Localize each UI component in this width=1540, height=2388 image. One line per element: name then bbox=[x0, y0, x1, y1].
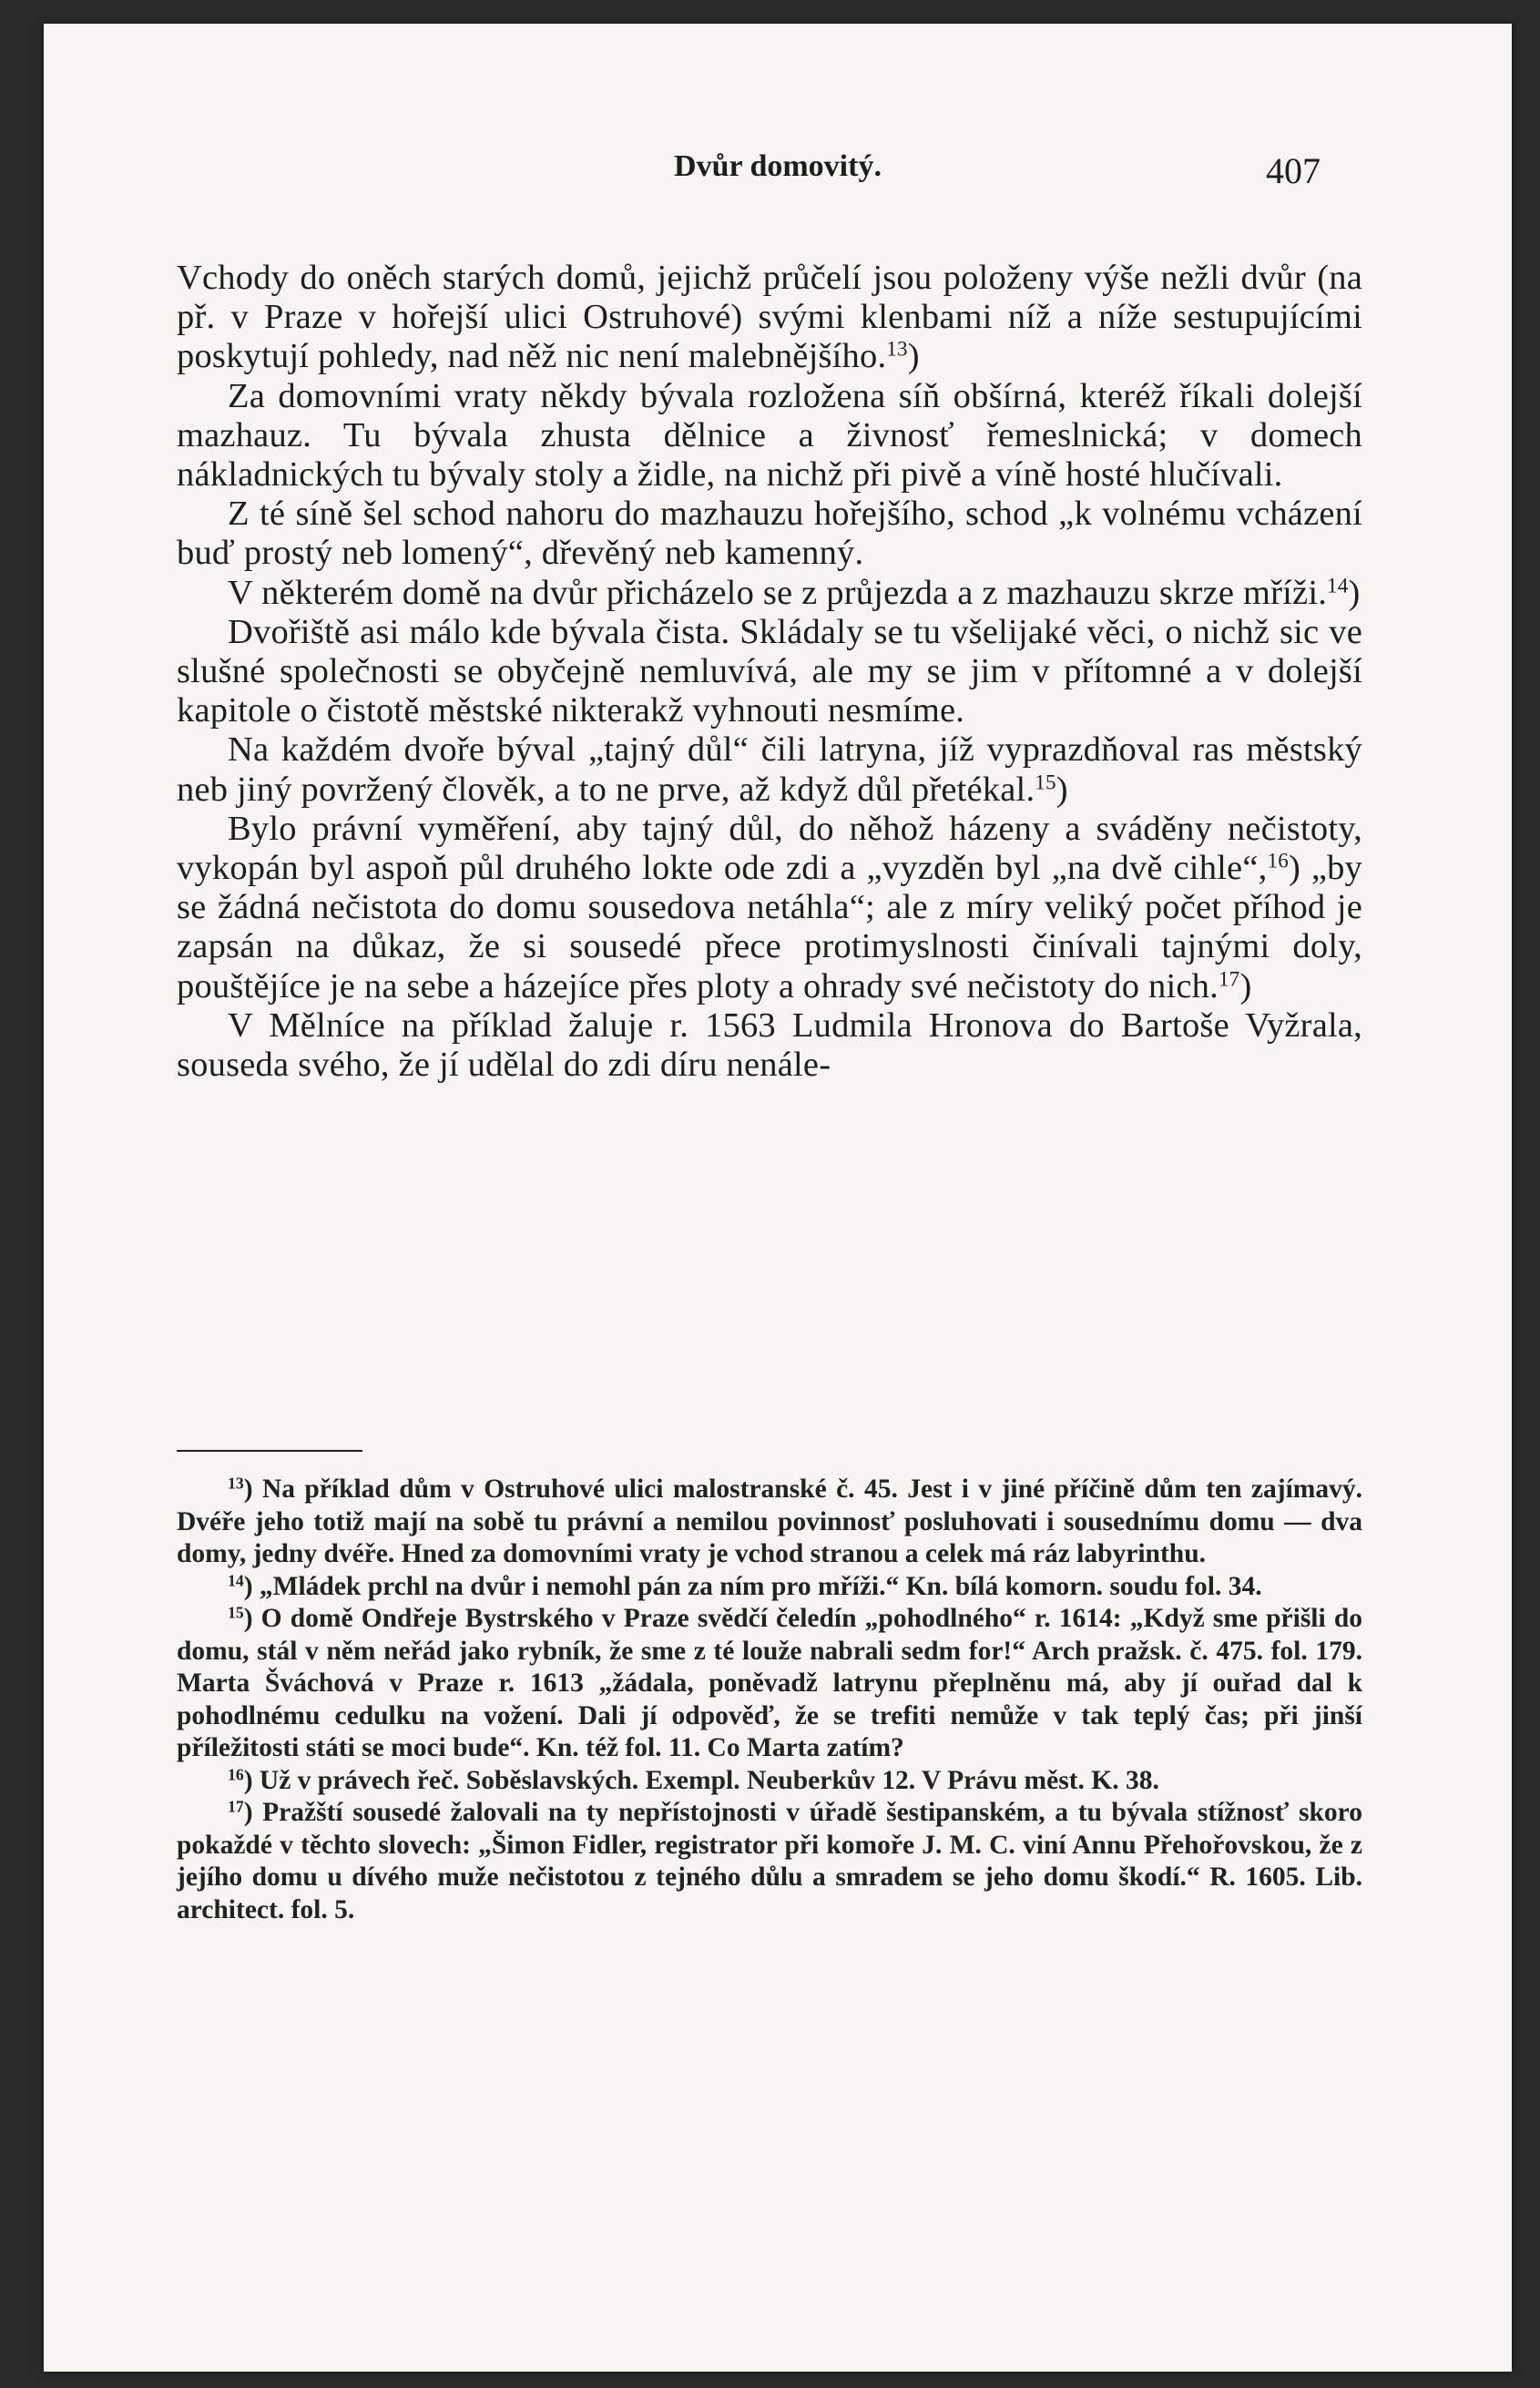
footnote: $^{13}$) Na příklad dům v Ostruhové ulici malostranské č. 45. Jest i v jiné příčině dům ten zajímavý. Dvéře jeho totiž mají na sobě tu právní a nemilou povinnosť posluhovati i sousednímu domu — dva domy, jedny dvéře. Hned za domovními vraty je vchod stranou a celek má ráz labyrinthu. bbox=[177, 1474, 1362, 1568]
footnote-ref: 17 bbox=[1218, 965, 1240, 990]
footnote-number: 13 bbox=[228, 1474, 244, 1493]
paragraph: Bylo právní vyměření, aby tajný důl, do něhož házeny a sváděny nečistoty, vykopán byl aspoň půl druhého lokte ode zdi a „vyzděn byl „na dvě cihle“,$^{16}$) „by se žádná nečistota do domu sousedova netáhla“; ale z míry veliký počet příhod je zapsán na důkaz, že si sousedé přece protimyslnosti činívali tajnými doly, pouštějíce je na sebe a házejíce přes ploty a ohrady své nečistoty do nich.$^{17}$) bbox=[177, 809, 1363, 1005]
footnote-number: 16 bbox=[228, 1764, 244, 1783]
page-number: 407 bbox=[1266, 150, 1321, 191]
footnote-number: 15 bbox=[228, 1603, 244, 1622]
paragraph: Z té síně šel schod nahoru do mazhauzu hořejšího, schod „k volnému vcházení buď prostý neb lomený“, dřevěný neb kamenný. bbox=[177, 495, 1362, 573]
paragraph: V Mělníce na příklad žaluje r. 1563 Ludmila Hronova do Bartoše Vyžrala, souseda svého, že jí udělal do zdi díru nenále- bbox=[177, 1005, 1362, 1085]
paragraph: Na každém dvoře býval „tajný důl“ čili latryna, jíž vyprazdňoval ras městský neb jiný povržený člověk, a to ne prve, až když důl přetékal.$^{15}$) bbox=[177, 730, 1362, 809]
footnote-number: 17 bbox=[228, 1797, 244, 1816]
footnote-ref: 16 bbox=[1267, 848, 1289, 873]
paragraph: Vchody do oněch starých domů, jejichž průčelí jsou položeny výše nežli dvůr (na př. v Praze v hořejší ulici Ostruhové) svými klenbami níž a níže sestupujícími poskytují pohledy, nad něž nic není malebnějšího.$^{13}$) bbox=[177, 259, 1362, 376]
footnote: $^{17}$) Pražští sousedé žalovali na ty nepřístojnosti v úřadě šestipanském, a tu bývala stížnosť skoro pokaždé v těchto slovech: „Šimon Fidler, registrator při komoře J. M. C. viní Annu Přehořovskou, že z jejího domu u dívého muže nečistotou z tejného důlu a smradem se jeho domu škodí.“ R. 1605. Lib. architect. fol. 5. bbox=[177, 1797, 1362, 1924]
paragraph: Dvořiště asi málo kde bývala čista. Skládaly se tu všelijaké věci, o nichž sic ve slušné společnosti se obyčejně nemluvívá, ale my se jim v přítomné a v dolejší kapitole o čistotě městské nikterakž vyhnouti nesmíme. bbox=[177, 612, 1362, 730]
footnote-ref: 14 bbox=[1327, 572, 1349, 597]
paragraph: Za domovními vraty někdy bývala rozložena síň obšírná, kteréž říkali dolejší mazhauz. Tu bývala zhusta dělnice a živnosť řemeslnická; v domech nákladnických tu bývaly stoly a židle, na nichž při pivě a víně hosté hlučívali. bbox=[177, 376, 1362, 495]
paragraph: V některém domě na dvůr přicházelo se z průjezda a z mazhauzu skrze mříži.$^{14}$) bbox=[228, 572, 1361, 612]
footnote-ref: 15 bbox=[1035, 769, 1056, 793]
book-page bbox=[44, 24, 1512, 2372]
footnote: $^{14}$) „Mládek prchl na dvůr i nemohl pán za ním pro mříži.“ Kn. bílá komorn. soudu fol. 34. bbox=[228, 1570, 1262, 1601]
footnote-separator bbox=[177, 1450, 362, 1452]
page-header bbox=[44, 149, 1512, 204]
footnote-ref: 13 bbox=[886, 336, 908, 361]
footnotes bbox=[177, 1474, 1362, 1926]
footnote: $^{16}$) Už v právech řeč. Soběslavských. Exempl. Neuberkův 12. V Právu měst. K. 38. bbox=[228, 1764, 1159, 1795]
footnote-number: 14 bbox=[228, 1570, 244, 1589]
footnote: $^{15}$) O domě Ondřeje Bystrského v Praze svědčí čeledín „pohodlného“ r. 1614: „Když sme přišli do domu, stál v něm neřád jako rybník, že sme z té louže nabrali sedm for!“ Arch pražsk. č. 475. fol. 179. Marta Šváchová v Praze r. 1613 „žádala, poněvadž latrynu přeplněnu má, aby jí ouřad dal k pohodlnému cedulku na vožení. Dali jí odpověď, že se trefiti nemůže v tak teplý čas; při jinší příležitosti státi se moci bude“. Kn. též fol. 11. Co Marta zatím? bbox=[177, 1603, 1362, 1762]
running-title: Dvůr domovitý. bbox=[674, 149, 882, 183]
main-text bbox=[177, 259, 1362, 1085]
